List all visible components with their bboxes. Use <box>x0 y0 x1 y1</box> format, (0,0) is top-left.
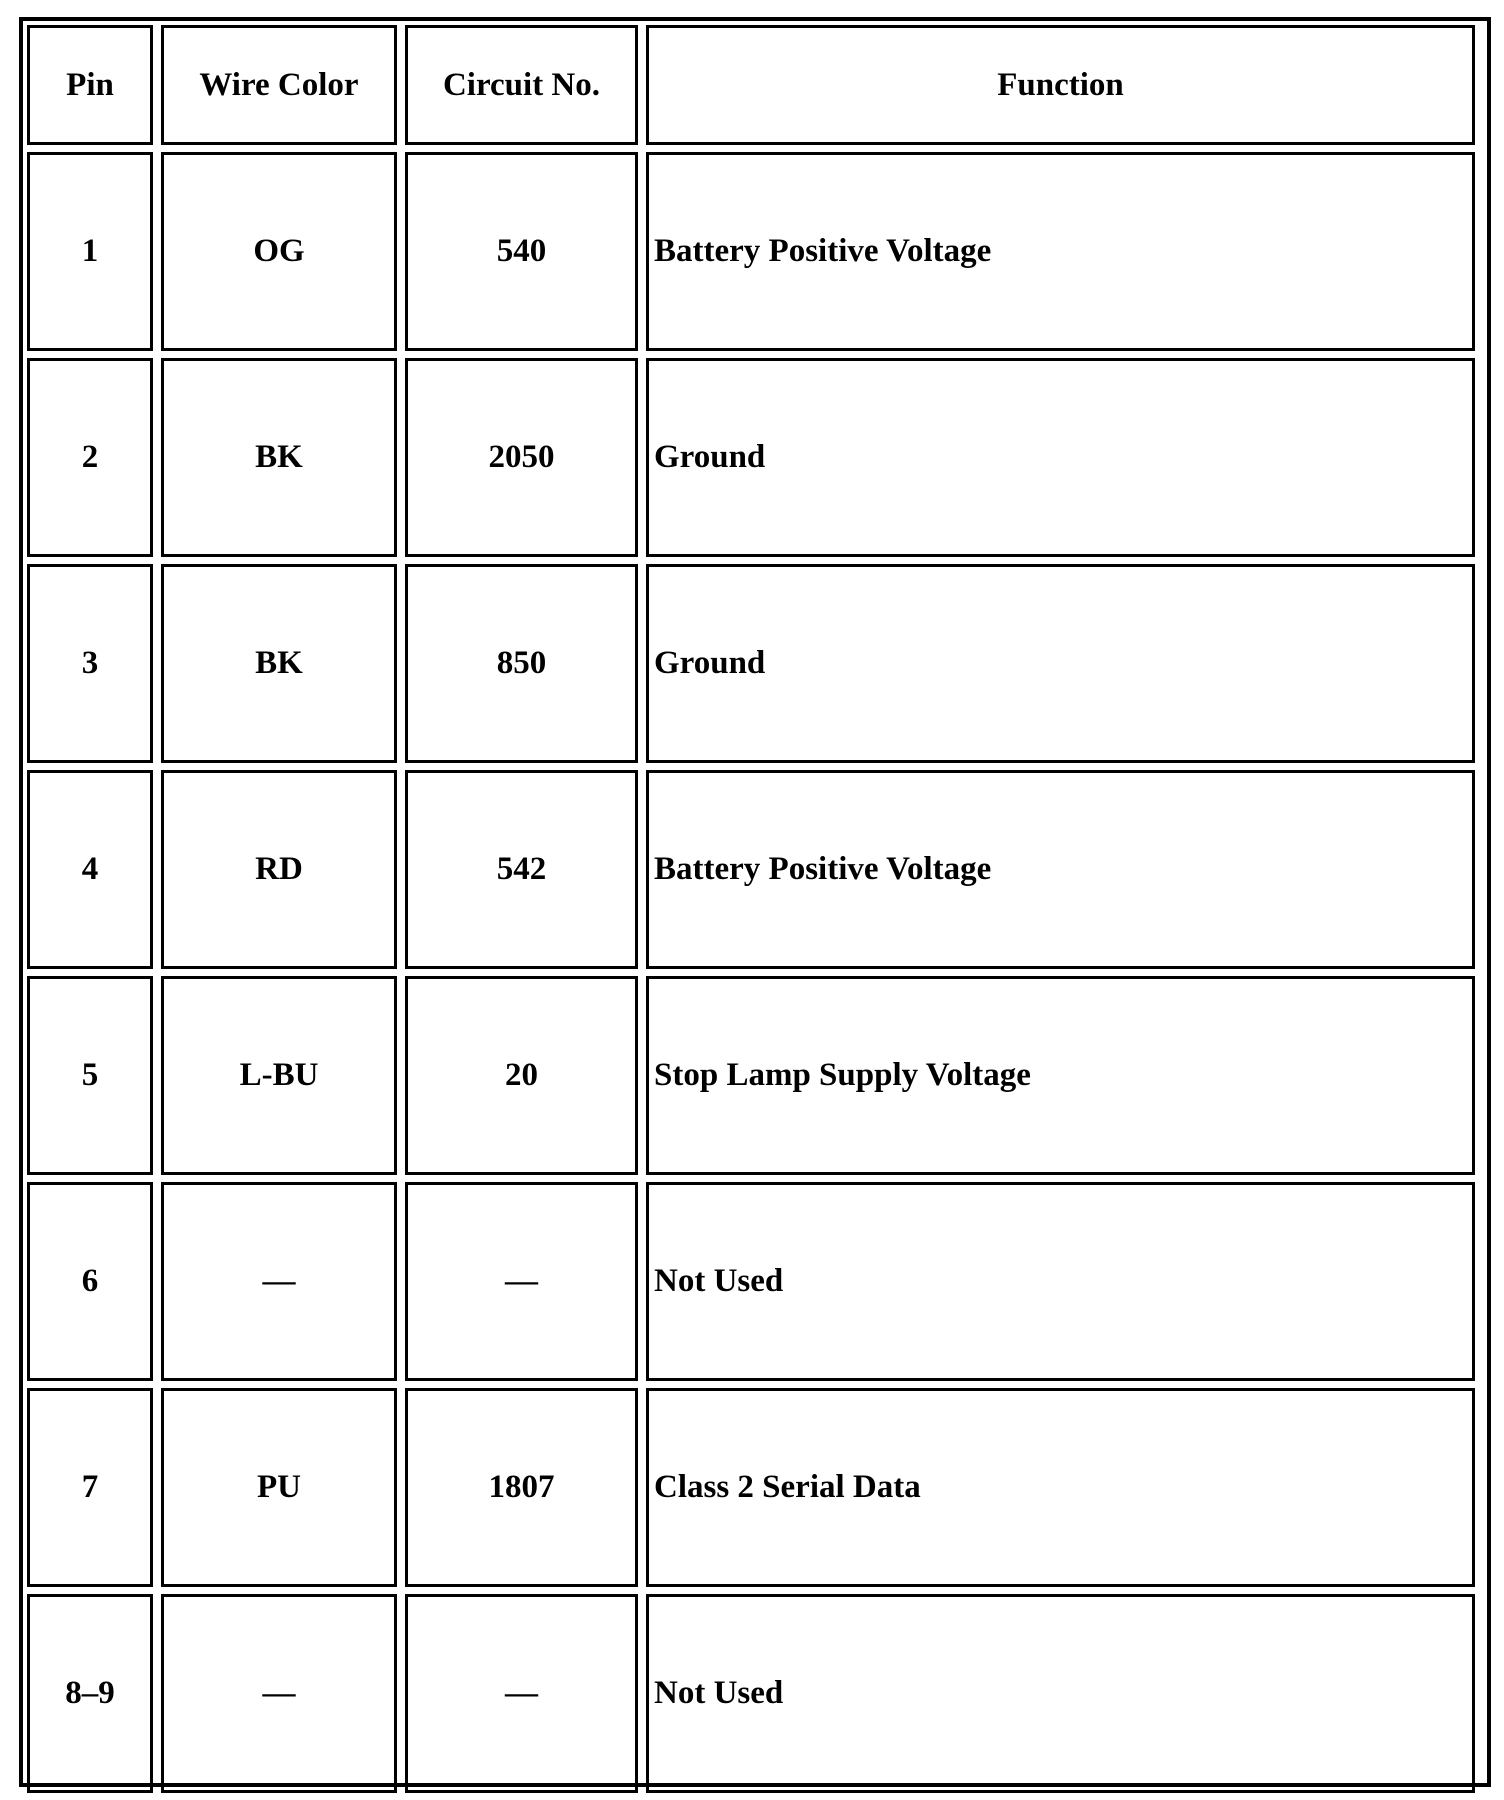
cell-wire-color: OG <box>161 152 397 351</box>
cell-pin: 3 <box>27 564 153 763</box>
cell-function: Battery Positive Voltage <box>646 770 1475 969</box>
cell-pin: 1 <box>27 152 153 351</box>
cell-function: Ground <box>646 564 1475 763</box>
table-row <box>27 770 1475 969</box>
header-row <box>27 25 1475 145</box>
cell-function: Not Used <box>646 1594 1475 1793</box>
table-row <box>27 1388 1475 1587</box>
cell-pin: 4 <box>27 770 153 969</box>
cell-wire-color: RD <box>161 770 397 969</box>
cell-function: Battery Positive Voltage <box>646 152 1475 351</box>
cell-pin: 7 <box>27 1388 153 1587</box>
table-row <box>27 358 1475 557</box>
cell-wire-color: BK <box>161 358 397 557</box>
cell-pin: 8–9 <box>27 1594 153 1793</box>
header-circuit-no: Circuit No. <box>405 25 638 145</box>
cell-pin: 2 <box>27 358 153 557</box>
cell-circuit-no: — <box>405 1182 638 1381</box>
cell-function: Stop Lamp Supply Voltage <box>646 976 1475 1175</box>
cell-circuit-no: 540 <box>405 152 638 351</box>
cell-circuit-no: 542 <box>405 770 638 969</box>
table-row <box>27 1182 1475 1381</box>
connector-pinout-table <box>19 18 1483 1800</box>
cell-wire-color: L-BU <box>161 976 397 1175</box>
header-function: Function <box>646 25 1475 145</box>
header-wire-color: Wire Color <box>161 25 397 145</box>
table-row <box>27 976 1475 1175</box>
table-row <box>27 564 1475 763</box>
cell-wire-color: — <box>161 1594 397 1793</box>
table-row <box>27 152 1475 351</box>
cell-function: Not Used <box>646 1182 1475 1381</box>
cell-wire-color: PU <box>161 1388 397 1587</box>
cell-wire-color: BK <box>161 564 397 763</box>
header-pin: Pin <box>27 25 153 145</box>
cell-wire-color: — <box>161 1182 397 1381</box>
cell-function: Class 2 Serial Data <box>646 1388 1475 1587</box>
cell-function: Ground <box>646 358 1475 557</box>
connector-pinout-table-frame <box>19 17 1491 1787</box>
cell-pin: 6 <box>27 1182 153 1381</box>
cell-pin: 5 <box>27 976 153 1175</box>
table-row <box>27 1594 1475 1793</box>
cell-circuit-no: 20 <box>405 976 638 1175</box>
cell-circuit-no: 850 <box>405 564 638 763</box>
cell-circuit-no: 1807 <box>405 1388 638 1587</box>
cell-circuit-no: 2050 <box>405 358 638 557</box>
cell-circuit-no: — <box>405 1594 638 1793</box>
